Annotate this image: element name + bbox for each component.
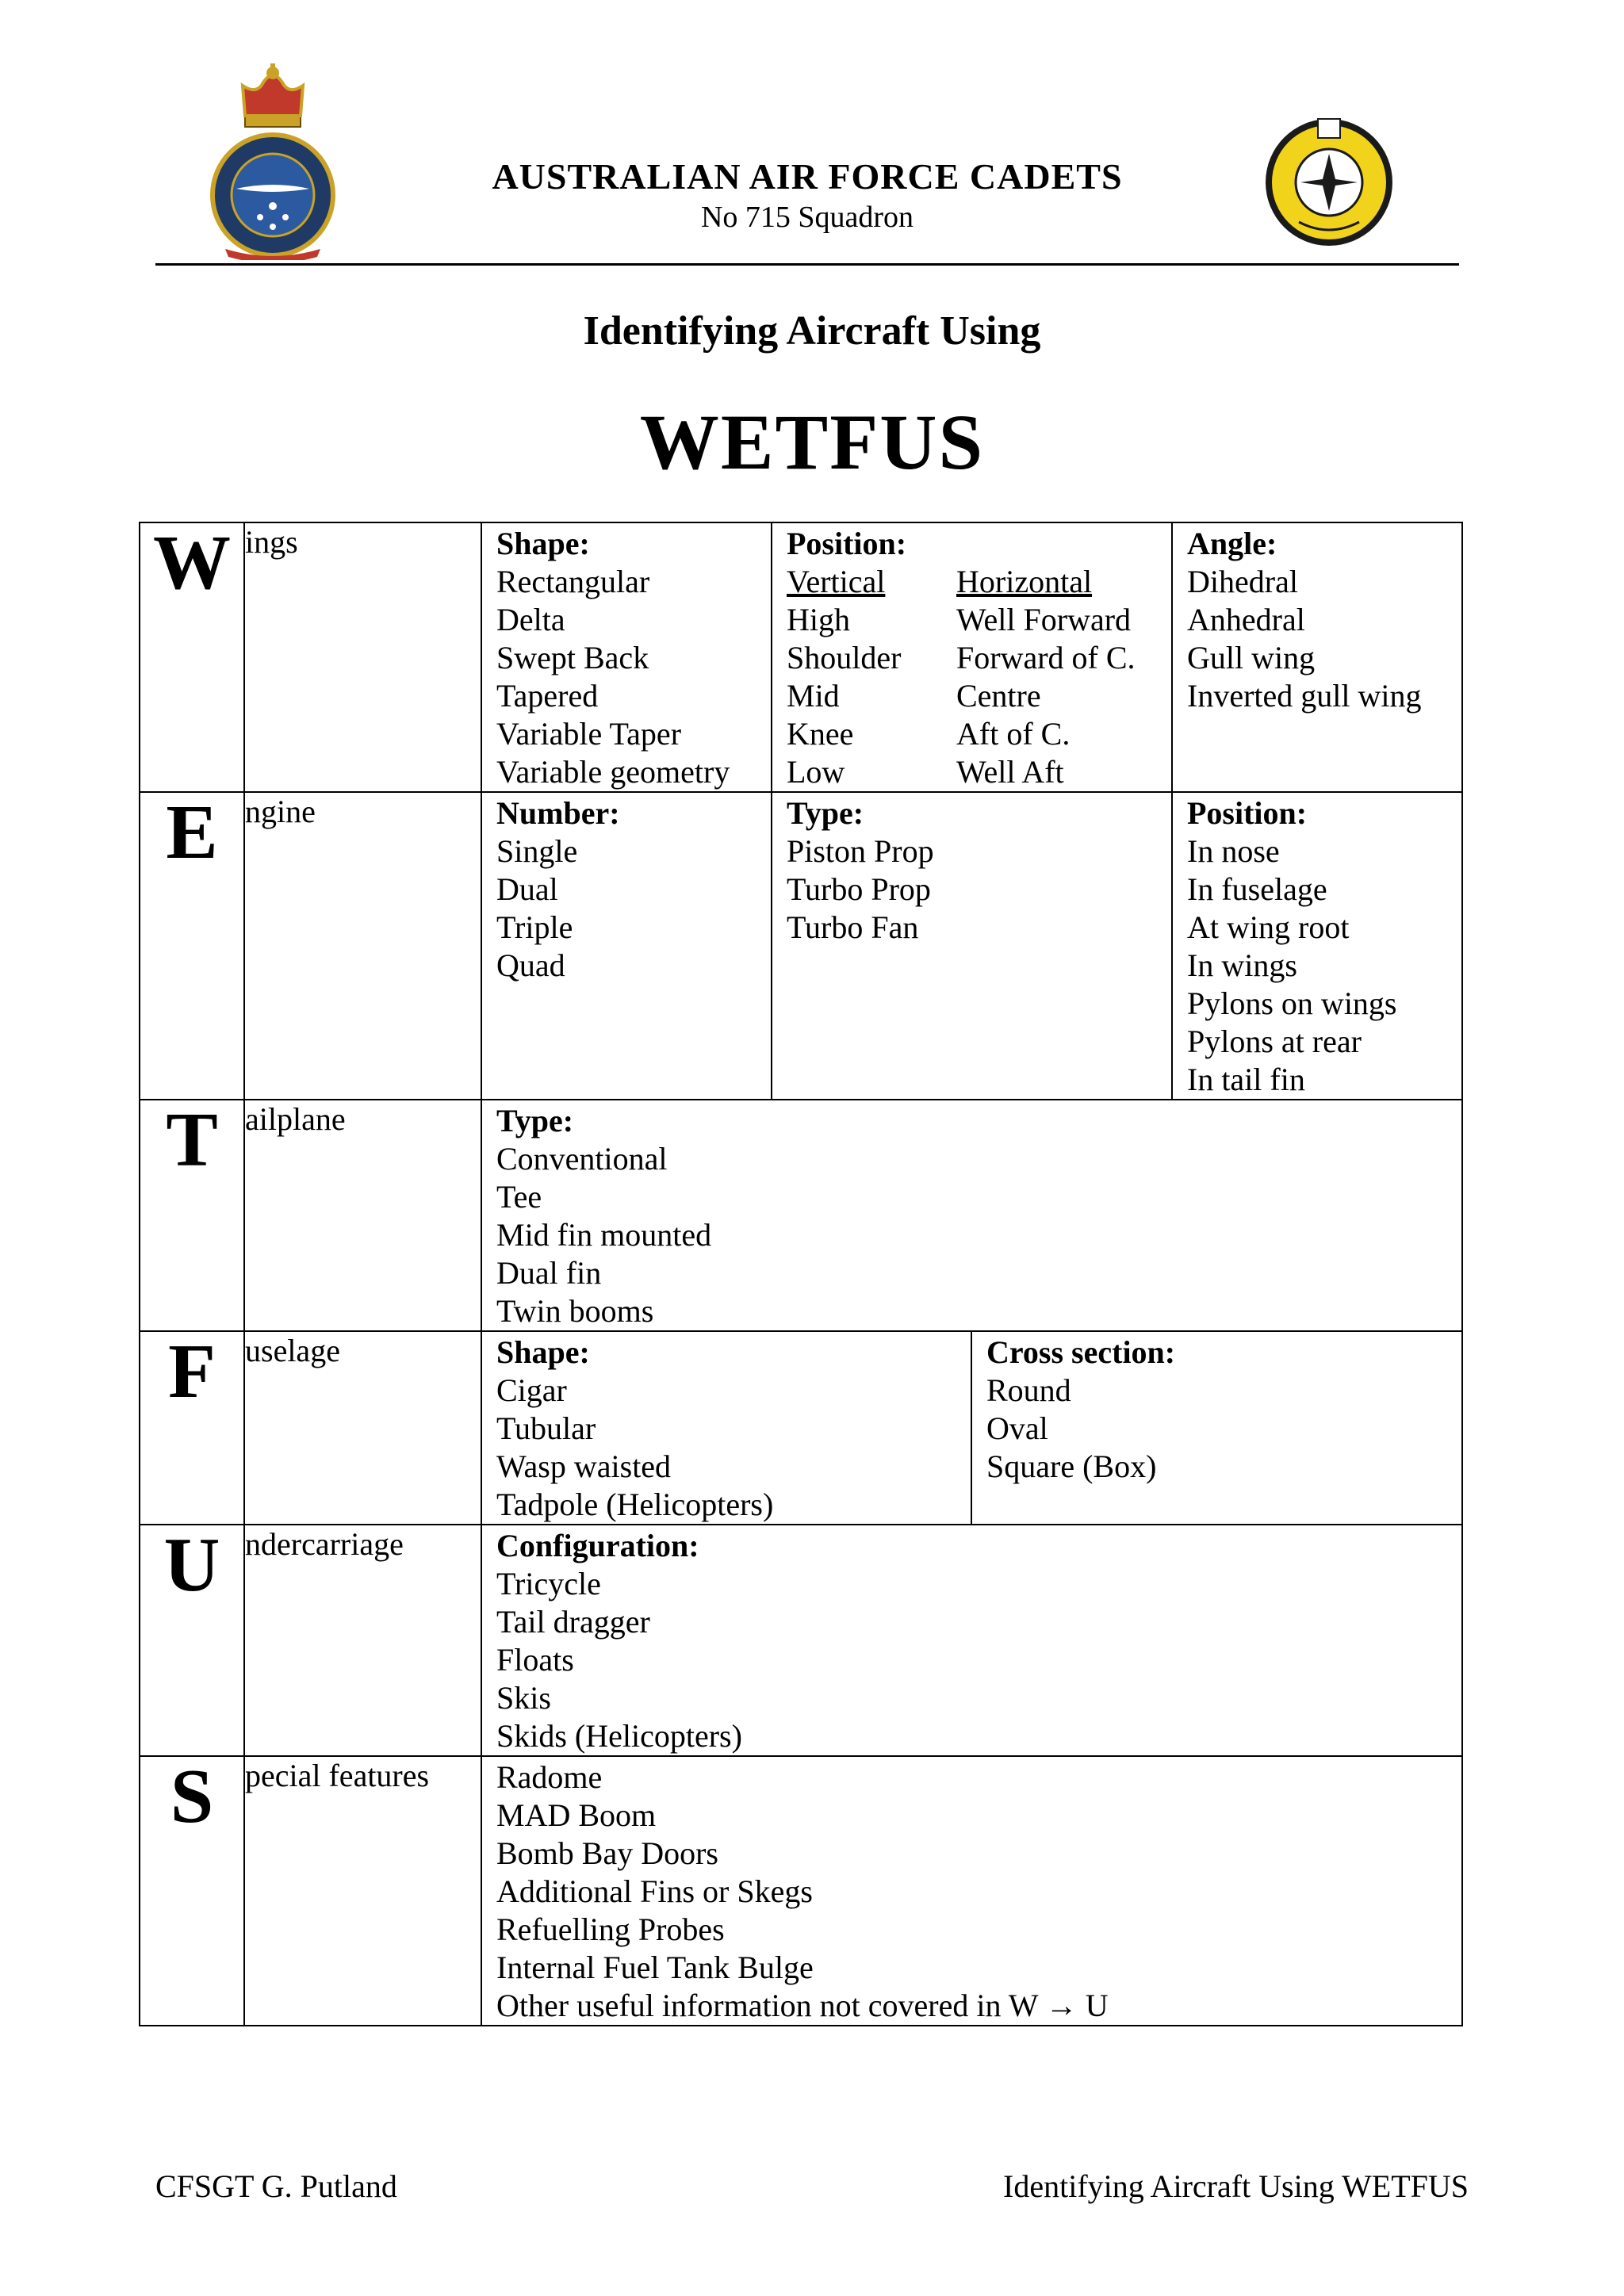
organization-name: AUSTRALIAN AIR FORCE CADETS	[492, 156, 1123, 197]
list-item: Pylons at rear	[1187, 1024, 1362, 1059]
list-item: Gull wing	[1187, 640, 1316, 675]
list-item: Anhedral	[1187, 602, 1305, 637]
list-item: Refuelling Probes	[496, 1911, 725, 1947]
engine-type-heading: Type:	[787, 795, 864, 831]
letter-s: S	[140, 1756, 244, 2026]
engine-type-cell	[772, 792, 1172, 1100]
engine-position-cell	[1172, 792, 1462, 1100]
list-item: Cigar	[496, 1372, 567, 1408]
list-item: Skis	[496, 1680, 551, 1716]
tailplane-type-heading: Type:	[496, 1103, 574, 1138]
list-item: Tadpole (Helicopters)	[496, 1487, 774, 1522]
list-item: Knee	[787, 716, 854, 752]
horizontal-heading: Horizontal	[956, 564, 1093, 599]
letter-u: U	[140, 1525, 244, 1756]
cross-section-heading: Cross section:	[986, 1334, 1176, 1370]
wings-position-heading: Position:	[787, 526, 907, 561]
list-item: Other useful information not covered in W → U	[496, 1988, 1109, 2023]
list-item: Dual	[496, 871, 558, 907]
table-row-undercarriage	[140, 1525, 1462, 1756]
list-item: Skids (Helicopters)	[496, 1718, 742, 1754]
undercarriage-config-cell	[481, 1525, 1462, 1756]
wings-angle-cell	[1172, 522, 1462, 792]
list-item: Triple	[496, 909, 573, 945]
list-item: Dual fin	[496, 1255, 602, 1291]
engine-number-heading: Number:	[496, 795, 620, 831]
list-item: Quad	[496, 947, 565, 983]
list-item: Forward of C.	[956, 640, 1136, 675]
list-item: Dihedral	[1187, 564, 1298, 599]
list-item: Mid fin mounted	[496, 1217, 712, 1253]
special-features-cell	[481, 1756, 1462, 2026]
table-row-tailplane	[140, 1100, 1462, 1331]
table-row-wings	[140, 522, 1462, 792]
table-row-special-features	[140, 1756, 1462, 2026]
list-item: Low	[787, 754, 845, 790]
letter-f: F	[140, 1331, 244, 1525]
list-item: Well Aft	[956, 754, 1064, 790]
letter-e: E	[140, 792, 244, 1100]
engine-position-heading: Position:	[1187, 795, 1308, 831]
list-item: In wings	[1187, 947, 1297, 983]
list-item: Conventional	[496, 1141, 668, 1177]
list-item: Tail dragger	[496, 1604, 650, 1640]
list-item: High	[787, 602, 850, 637]
word-fuselage: uselage	[244, 1331, 481, 1525]
list-item: Wasp waisted	[496, 1448, 672, 1484]
table-row-engine	[140, 792, 1462, 1100]
list-item: Single	[496, 833, 578, 869]
list-item: Internal Fuel Tank Bulge	[496, 1950, 814, 1985]
list-item: Turbo Fan	[787, 909, 919, 945]
list-item: Swept Back	[496, 640, 649, 675]
list-item: Mid	[787, 678, 840, 714]
squadron-name: No 715 Squadron	[700, 201, 914, 234]
word-tailplane: ailplane	[244, 1100, 481, 1331]
letter-t: T	[140, 1100, 244, 1331]
vertical-heading: Vertical	[787, 564, 886, 599]
list-item: Tee	[496, 1179, 542, 1215]
configuration-heading: Configuration:	[496, 1528, 699, 1563]
list-item: Floats	[496, 1642, 574, 1678]
footer-author: CFSGT G. Putland	[155, 2168, 397, 2204]
list-item: Pylons on wings	[1187, 985, 1397, 1021]
document-acronym: WETFUS	[639, 398, 985, 486]
list-item: In nose	[1187, 833, 1280, 869]
crown-icon	[243, 63, 303, 127]
list-item: Centre	[956, 678, 1041, 714]
list-item: Shoulder	[787, 640, 902, 675]
list-item: In fuselage	[1187, 871, 1327, 907]
list-item: Additional Fins or Skegs	[496, 1873, 813, 1909]
list-item: Tapered	[496, 678, 599, 714]
word-special-features: pecial features	[244, 1756, 481, 2026]
word-undercarriage: ndercarriage	[244, 1525, 481, 1756]
list-item: Square (Box)	[986, 1448, 1157, 1484]
list-item: Tricycle	[496, 1566, 601, 1601]
letter-w: W	[140, 522, 244, 792]
list-item: Inverted gull wing	[1187, 678, 1422, 714]
wetfus-table	[139, 522, 1463, 2026]
list-item: Twin booms	[496, 1293, 654, 1329]
list-item: At wing root	[1187, 909, 1350, 945]
list-item: Delta	[496, 602, 565, 637]
list-item: Oval	[986, 1410, 1048, 1446]
list-item: Round	[986, 1372, 1071, 1408]
document-title: Identifying Aircraft Using	[583, 308, 1041, 354]
list-item: Turbo Prop	[787, 871, 931, 907]
wings-shape-cell	[481, 522, 772, 792]
list-item: MAD Boom	[496, 1797, 657, 1833]
list-item: Variable geometry	[496, 754, 730, 790]
word-engine: ngine	[244, 792, 481, 1100]
engine-number-cell	[481, 792, 772, 1100]
fuselage-shape-cell	[481, 1331, 971, 1525]
tailplane-type-cell	[481, 1100, 1462, 1331]
list-item: Variable Taper	[496, 716, 682, 752]
list-item: Tubular	[496, 1410, 596, 1446]
word-wings: ings	[244, 522, 481, 792]
list-item: In tail fin	[1187, 1062, 1305, 1097]
list-item: Aft of C.	[956, 716, 1071, 752]
list-item: Well Forward	[956, 602, 1132, 637]
fuselage-shape-heading: Shape:	[496, 1334, 590, 1370]
list-item: Radome	[496, 1759, 603, 1795]
footer-title: Identifying Aircraft Using WETFUS	[1003, 2168, 1469, 2204]
letterhead	[155, 55, 1459, 266]
list-item: Piston Prop	[787, 833, 934, 869]
list-item: Bomb Bay Doors	[496, 1835, 718, 1871]
wings-shape-heading: Shape:	[496, 526, 590, 561]
wings-angle-heading: Angle:	[1187, 526, 1277, 561]
wings-position-cell	[772, 522, 1172, 792]
list-item: Rectangular	[496, 564, 650, 599]
fuselage-cross-section-cell	[971, 1331, 1462, 1525]
table-row-fuselage	[140, 1331, 1462, 1525]
